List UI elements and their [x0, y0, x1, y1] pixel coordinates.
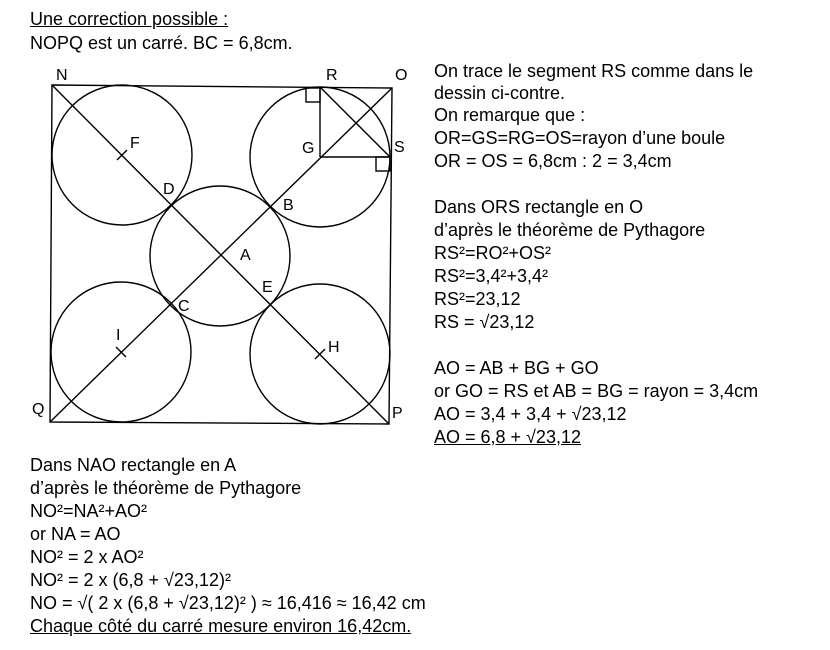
- right-line-4: OR=GS=RG=OS=rayon d’une boule: [434, 128, 726, 148]
- problem-statement: NOPQ est un carré. BC = 6,8cm.: [30, 33, 293, 53]
- bottom-line-6: NO² = 2 x (6,8 + √23,12)²: [30, 570, 231, 590]
- label-d: D: [163, 181, 175, 198]
- label-c: C: [178, 298, 190, 315]
- diagonal-qo: [50, 88, 392, 422]
- label-b: B: [283, 197, 294, 214]
- label-o: O: [395, 67, 408, 84]
- page-title: Une correction possible :: [30, 9, 229, 29]
- label-n: N: [56, 67, 68, 84]
- bottom-line-2: d’après le théorème de Pythagore: [30, 478, 302, 498]
- label-g: G: [302, 140, 315, 157]
- right-line-5: OR = OS = 6,8cm : 2 = 3,4cm: [434, 151, 672, 171]
- right-line-14: AO = 3,4 + 3,4 + √23,12: [434, 404, 627, 424]
- right-line-13: or GO = RS et AB = BG = rayon = 3,4cm: [434, 381, 759, 401]
- label-h: H: [328, 339, 340, 356]
- label-i: I: [116, 327, 121, 344]
- bottom-line-4: or NA = AO: [30, 524, 121, 544]
- label-r: R: [326, 67, 338, 84]
- right-line-8: RS²=RO²+OS²: [434, 243, 552, 263]
- right-line-15: AO = 6,8 + √23,12: [434, 427, 581, 447]
- label-a: A: [240, 247, 251, 264]
- right-line-12: AO = AB + BG + GO: [434, 358, 599, 378]
- right-line-2: dessin ci-contre.: [434, 83, 566, 103]
- right-angle-mark-r: [306, 88, 320, 102]
- segment-rs: [320, 87, 390, 157]
- right-line-1: On trace le segment RS comme dans le: [434, 61, 754, 81]
- label-f: F: [130, 135, 140, 152]
- diagonal-np: [52, 85, 389, 424]
- label-q: Q: [32, 401, 45, 418]
- right-line-11: RS = √23,12: [434, 312, 535, 332]
- right-line-6: Dans ORS rectangle en O: [434, 197, 644, 217]
- bottom-line-8: Chaque côté du carré mesure environ 16,42cm.: [30, 616, 412, 636]
- right-line-9: RS²=3,4²+3,4²: [434, 266, 549, 286]
- label-s: S: [394, 139, 405, 156]
- bottom-line-5: NO² = 2 x AO²: [30, 547, 144, 567]
- bottom-line-3: NO²=NA²+AO²: [30, 501, 148, 521]
- bottom-line-7: NO = √( 2 x (6,8 + √23,12)² ) ≈ 16,416 ≈ 16,42 cm: [30, 593, 426, 613]
- bottom-line-1: Dans NAO rectangle en A: [30, 455, 237, 475]
- label-p: P: [392, 405, 403, 422]
- right-line-10: RS²=23,12: [434, 289, 521, 309]
- right-angle-mark-s: [376, 157, 390, 171]
- right-line-3: On remarque que :: [434, 105, 586, 125]
- right-line-7: d’après le théorème de Pythagore: [434, 220, 706, 240]
- label-e: E: [262, 279, 273, 296]
